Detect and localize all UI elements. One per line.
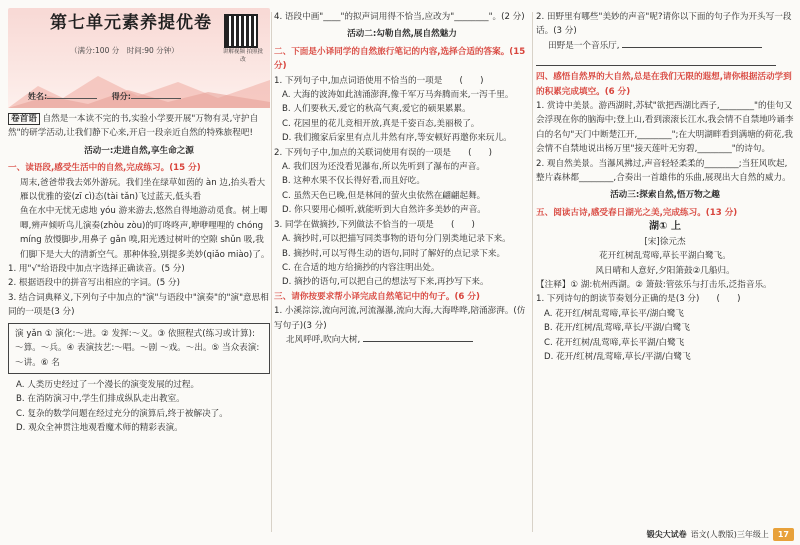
option-b[interactable]: B. 在消防演习中,学生们排成纵队走出教室。 — [16, 394, 185, 405]
s3-question-1: 1. 小溪淙淙,流向河流,河流瀑瀑,流向大海,大海哗哗,陪涌澎湃。(仿写句子)(3 分) — [274, 306, 526, 331]
s4-question-2: 2. 观自然美景。当瀑风拂过,声音轻轻柔柔的________;当狂风吹起,整片森林都________,合奏出一首雄伟的乐曲,展现出大自然的威力。 — [536, 158, 791, 184]
s2-q2-option-b[interactable]: B. 这种水果不仅长得好看,而且好吃。 — [282, 176, 425, 187]
title-banner — [8, 8, 270, 108]
answer-blank[interactable] — [363, 341, 473, 342]
option-c[interactable]: C. 复杂的数学问题在经过充分的演算后,终于被解决了。 — [16, 408, 228, 419]
s2-question-3: 3. 同学在做摘抄,下列做法不恰当的一项是 ( ) — [274, 219, 475, 230]
s5-option-d[interactable]: D. 花开/红树/乱莺啼,草长/平湖/白鹭飞 — [544, 351, 691, 362]
s2-q2-option-a[interactable]: A. 我们因为还没看见瀑布,所以先听到了瀑布的声音。 — [282, 162, 485, 173]
section-3-heading: 三、请你按要求帮小译完成自然笔记中的句子。(6 分) — [274, 291, 480, 302]
footer-brand: 锻尖大试卷 — [646, 530, 687, 539]
middle-column — [274, 0, 530, 545]
intro-tag: 卷首语 — [8, 113, 40, 125]
s5-option-a[interactable]: A. 花开红/树乱莺啼,草长平/湖白鹭飞 — [544, 308, 685, 319]
activity-3-heading: 活动三:探索自然,悟万物之趣 — [610, 190, 720, 201]
answer-line[interactable] — [536, 55, 776, 66]
page-title: 第七单元素养提优卷 — [50, 13, 212, 33]
dictionary-box — [8, 323, 270, 374]
question-1: 1. 用"√"给语段中加点字选择正确读音。(5 分) — [8, 264, 185, 275]
name-label: 姓名: — [28, 91, 48, 101]
s2-q3-option-a[interactable]: A. 摘抄时,可以把描写同类事物的语句分门别类地记录下来。 — [282, 234, 511, 245]
page-number: 17 — [773, 528, 794, 541]
s3-answer-line[interactable] — [274, 333, 530, 347]
activity-1-heading: 活动一:走进自然,享生命之源 — [84, 145, 194, 156]
activity-2-heading: 活动二:勾勒自然,展自然魅力 — [347, 29, 457, 40]
passage-part-1: 周末,爸爸带我去郊外游玩。我们坐在绿草如茵的 àn 边,抬头看大雁以优雅的姿(zī cì)态(tài tǎn)飞过蓝天,低头看 — [20, 177, 266, 203]
s2-q1-option-b[interactable]: B. 人们要秋天,爱它的秋高气爽,爱它的硕果累累。 — [282, 104, 471, 115]
option-d[interactable]: D. 观众全神贯注地观看魔术师的精彩表演。 — [16, 423, 183, 434]
s3-answer-prompt: 北风呼呼,吹向大树, — [286, 334, 361, 345]
s2-q1-option-c[interactable]: C. 花园里的花儿竞相开放,真是千姿百态,美丽极了。 — [282, 118, 480, 129]
intro-text: 自然是一本读不完的书,实验小学要开展"万物有灵,守护自然"的研学活动,让我们静下心来,开启一段亲近自然的特殊旅程吧! — [8, 114, 259, 139]
poem-note: 【注释】① 湖:杭州西湖。② 箫鼓:管弦乐与打击乐,泛指音乐。 — [536, 279, 772, 290]
s3-question-2: 2. 田野里有哪些"美妙的声音"呢?请你以下面的句子作为开头写一段话。(3 分) — [536, 12, 792, 37]
s2-q2-option-c[interactable]: C. 虽然天色已晚,但是林间的萤火虫依然在翩翩起舞。 — [282, 190, 486, 201]
column-divider — [532, 12, 533, 532]
s2-q3-option-d[interactable]: D. 摘抄的语句,可以把自己的想法写下来,再抄写下来。 — [282, 277, 489, 288]
dictionary-text: 演 yǎn ① 演化:～进。② 发挥:～义。③ 依照程式(练习或计算):～算。～兵。④ 表演技艺:～唱。～剧 — [15, 328, 255, 354]
poem-line-2: 风日晴和人意好,夕阳箫鼓②几船归。 — [595, 265, 735, 276]
s2-q1-option-a[interactable]: A. 大海的波涛如此汹涌澎湃,像千军万马奔腾而来,一泻千里。 — [282, 90, 514, 101]
page-footer — [647, 528, 794, 541]
footer-subject: 语文(人教版)三年级上 — [690, 530, 769, 539]
s2-question-1: 1. 下列句子中,加点词语使用不恰当的一项是 ( ) — [274, 75, 484, 86]
s2-q3-option-c[interactable]: C. 在合适的地方给摘抄的内容注明出处。 — [282, 262, 440, 273]
section-4-heading: 四、感悟自然界的大自然,总是在我们无限的遐想,请你根据活动学到的积累完成填空。(6 分) — [536, 72, 792, 97]
question-2: 2. 根据语段中的拼音写出相应的字词。(5 分) — [8, 278, 180, 289]
s5-option-b[interactable]: B. 花开/红树/乱莺啼,草长/平湖/白鹭飞 — [544, 323, 690, 334]
s2-q1-option-d[interactable]: D. 我们搬家后家里有点儿井然有序,等安顿好再邀你来玩儿。 — [282, 133, 512, 144]
score-time: （满分:100 分 时间:90 分钟） — [70, 46, 179, 55]
left-column — [8, 0, 270, 545]
qr-caption: 讲解视频 拍照批改 — [222, 49, 264, 63]
qr-code-icon[interactable] — [224, 14, 258, 48]
s3-q2-prompt: 田野是一个音乐厅, — [548, 40, 620, 51]
s3-q2-answer[interactable] — [536, 39, 794, 53]
s2-q3-option-b[interactable]: B. 摘抄时,可以写得生动的语句,同时了解好的点记录下来。 — [282, 248, 506, 259]
name-score-bar — [28, 90, 193, 104]
question-3: 3. 结合词典释义,下列句子中加点的"演"与语段中"演奏"的"演"意思相同的一项是(3 分) — [8, 292, 269, 318]
section-5-heading: 五、阅读古诗,感受春日湖光之美,完成练习。(13 分) — [536, 207, 738, 218]
s2-question-2: 2. 下列句子中,加点的关联词使用有误的一项是 ( ) — [274, 147, 493, 158]
poem-author: [宋]徐元杰 — [644, 236, 686, 247]
poem-title: 湖① 上 — [649, 221, 681, 233]
s2-q2-option-d[interactable]: D. 你只要用心倾听,就能听到大自然许多美妙的声音。 — [282, 205, 486, 216]
dictionary-text-2: ～戏。～出。⑤ 当众表演:～讲。⑥ 名 — [15, 343, 260, 368]
s4-question-1: 1. 赏诗中美景。游西湖时,苏轼"欲把西湖比西子,________"的佳句又会浮现在你的脑海中;登上山,看到滚滚长江水,我会情不自禁地吟诵李白的名句"天门中断楚江开,________";在大明湖畔看到满塘的荷花,我会情不自禁地说出杨万里"接天莲叶无穷碧,________"的诗句。 — [536, 101, 794, 155]
poem-line-1: 花开红树乱莺啼,草长平湖白鹭飞。 — [599, 251, 731, 262]
s5-question-1: 1. 下列诗句的朗读节奏划分正确的是(3 分) ( ) — [536, 294, 741, 305]
section-1-heading: 一、读语段,感受生活中的自然,完成练习。(15 分) — [8, 163, 201, 174]
score-label: 得分: — [111, 91, 131, 101]
intro — [8, 112, 270, 141]
answer-blank[interactable] — [622, 47, 762, 48]
s5-option-c[interactable]: C. 花开红树/乱莺啼,草长平湖/白鹭飞 — [544, 337, 685, 348]
section-2-heading: 二、下面是小译同学的自然旅行笔记的内容,选择合适的答案。(15 分) — [274, 46, 526, 72]
name-field[interactable] — [47, 98, 97, 99]
right-column — [536, 0, 794, 545]
column-divider — [271, 12, 272, 532]
score-field[interactable] — [131, 98, 181, 99]
question-4: 4. 语段中画"____"的拟声词用得不恰当,应改为"________"。(2 分) — [274, 12, 525, 22]
option-a[interactable]: A. 人类历史经过了一个漫长的演变发展的过程。 — [16, 379, 200, 390]
passage-part-2: 鱼在水中无忧无虑地 yóu 游来游去,悠然自得地游动觅食。树上唧唧,辨声倾听鸟儿演奏(zhòu zòu)的叮咚咚声,咿咿哩哩的 chóng míng 放慢脚步,用鼻子 gǎn 嗅,阳光透过树叶的空隙 shǔn 吸,我们脚下是大大的清新空气。那种体验,别提多美妙(qiǎo miào)了。 — [20, 206, 270, 260]
